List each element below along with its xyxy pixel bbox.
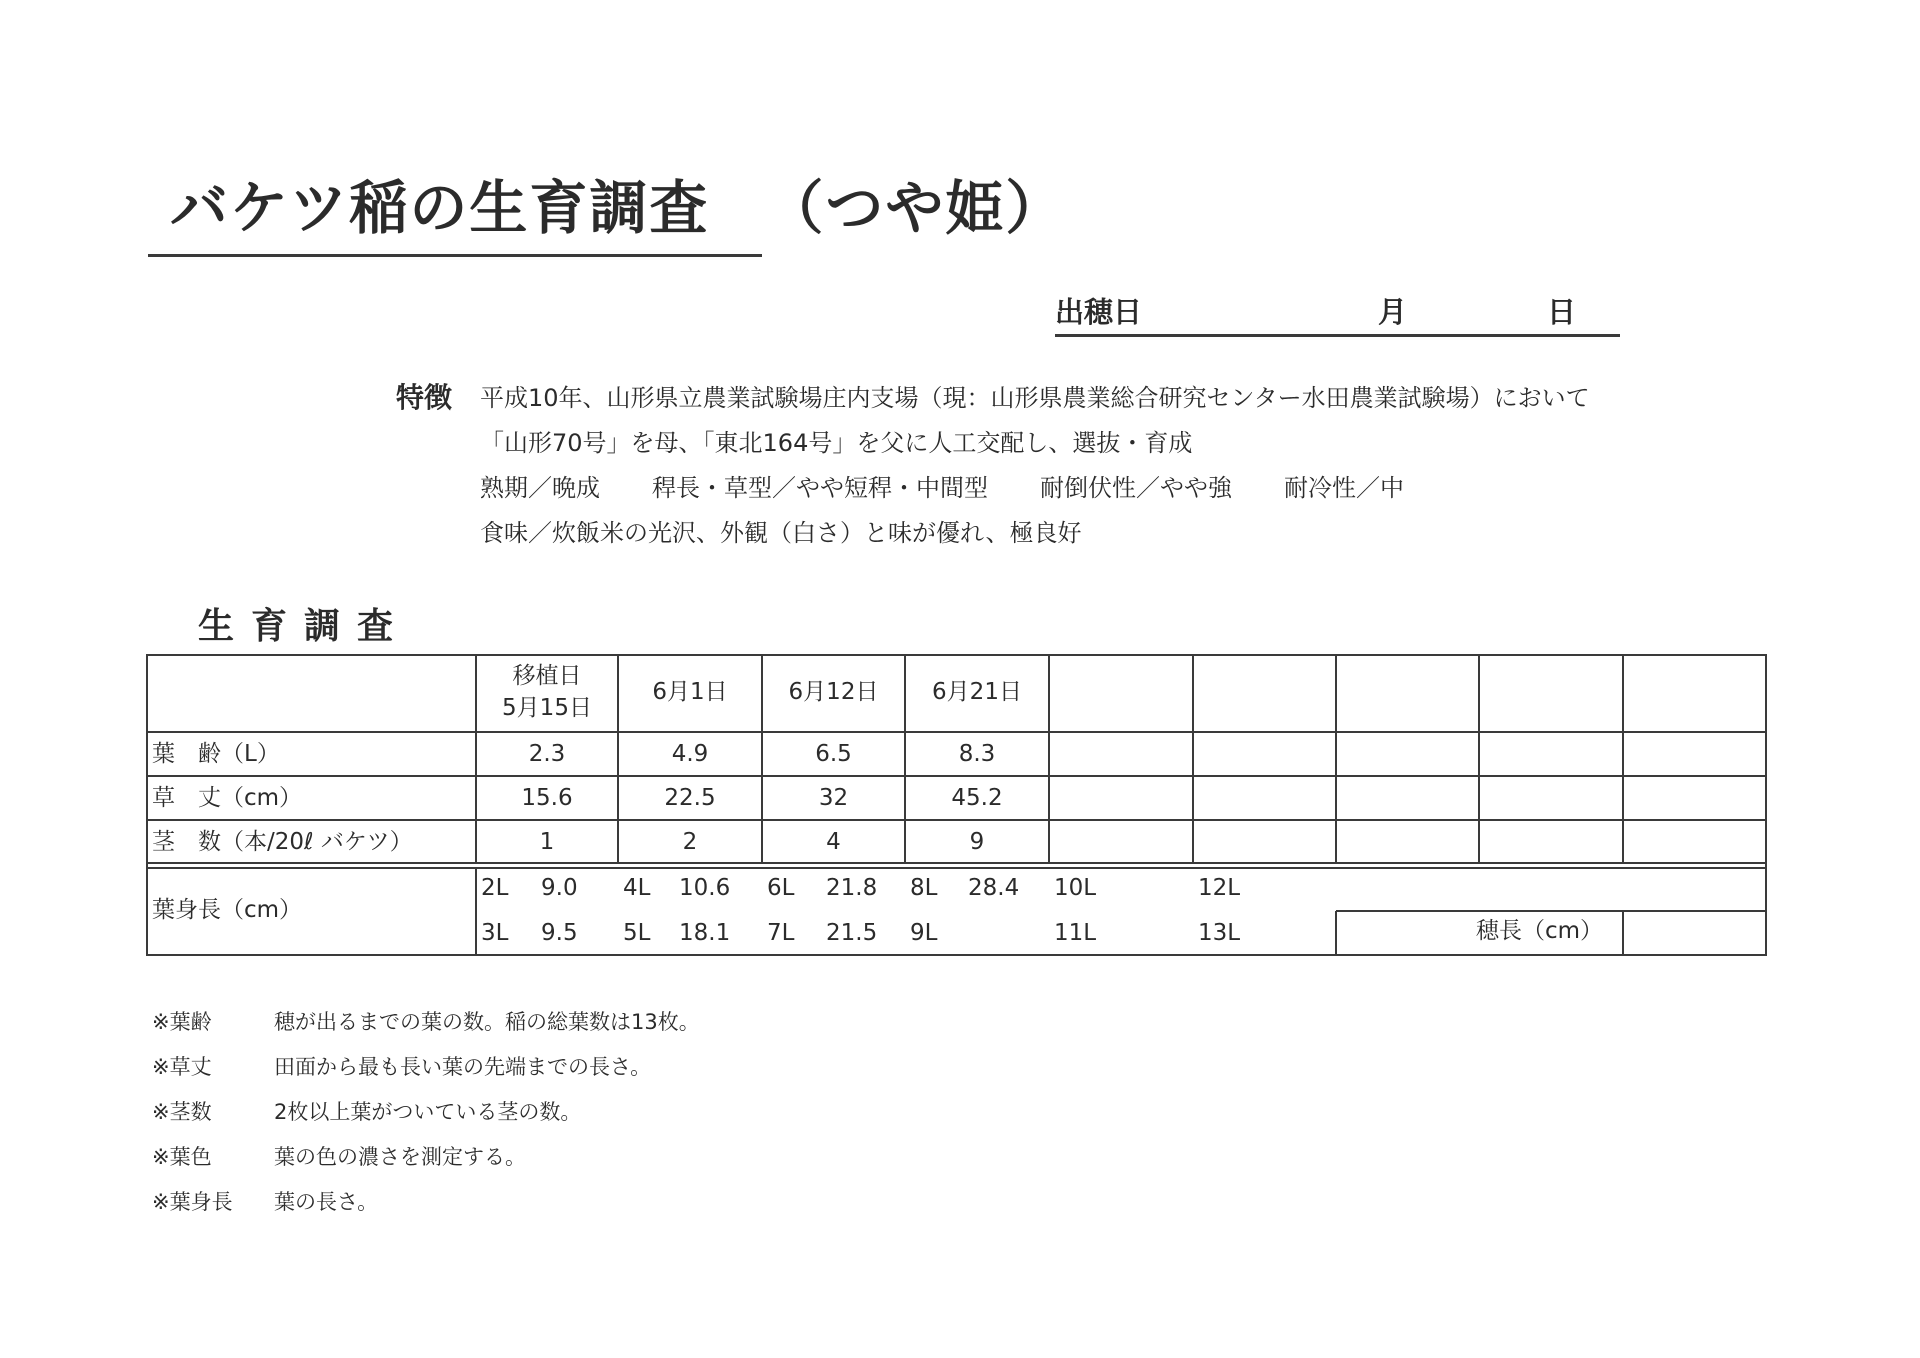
table-cell: 9 — [969, 829, 985, 855]
trait-plant-type: 稈長・草型／やや短稈・中間型 — [652, 474, 988, 502]
table-cell: 4 — [826, 829, 841, 855]
note-term: ※草丈 — [152, 1055, 212, 1079]
features-line: 平成10年、山形県立農業試験場庄内支場（現：山形県農業総合研究センター水田農業試験場）において — [480, 384, 1590, 412]
features-label: 特徴 — [396, 381, 453, 414]
notes-list — [152, 1000, 700, 1225]
features-taste: 食味／炊飯米の光沢、外観（白さ）と味が優れ、極良好 — [480, 519, 1082, 547]
heading-date-day: 日 — [1547, 295, 1577, 329]
table-cell: 32 — [818, 785, 849, 811]
leaf-id: 13L — [1198, 920, 1241, 946]
table-cell: 22.5 — [664, 785, 716, 811]
note-term: ※葉身長 — [152, 1190, 233, 1214]
table-cell: 8.3 — [958, 741, 996, 767]
leaf-length-value: 10.6 — [679, 875, 731, 901]
ear-length-label: 穂長（cm） — [1476, 918, 1604, 944]
trait-maturity: 熟期／晩成 — [480, 474, 600, 502]
table-cell: 15.6 — [521, 785, 573, 811]
title-text: バケツ稲の生育調査 — [170, 174, 710, 242]
leaf-id: 8L — [910, 875, 938, 901]
note-text: 田面から最も長い葉の先端までの長さ。 — [274, 1055, 652, 1079]
heading-date-month: 月 — [1378, 295, 1408, 329]
note-item — [152, 1090, 700, 1135]
date-header: 6月21日 — [932, 679, 1022, 705]
note-item — [152, 1135, 700, 1180]
date-header: 6月12日 — [788, 679, 879, 705]
note-text: 葉の色の濃さを測定する。 — [274, 1145, 526, 1169]
trait-cold: 耐冷性／中 — [1284, 474, 1404, 502]
row-label-leaf-length: 葉身長（cm） — [152, 897, 303, 923]
note-term: ※葉齢 — [152, 1010, 212, 1034]
leaf-length-value: 28.4 — [968, 875, 1020, 901]
date-header-line1: 移植日 — [512, 663, 582, 689]
row-label-leaf-age: 葉 齢（L） — [152, 741, 280, 767]
leaf-length-value: 21.5 — [826, 920, 878, 946]
leaf-id: 6L — [767, 875, 795, 901]
note-text: 葉の長さ。 — [274, 1190, 379, 1214]
leaf-id: 5L — [623, 920, 651, 946]
table-cell: 2.3 — [528, 741, 566, 767]
variety-name: （つや姫） — [765, 174, 1066, 242]
date-header-line2: 5月15日 — [502, 695, 592, 721]
leaf-id: 2L — [481, 875, 509, 901]
table-cell: 6.5 — [815, 741, 852, 767]
leaf-id: 9L — [910, 920, 938, 946]
note-term: ※葉色 — [152, 1145, 212, 1169]
leaf-id: 4L — [623, 875, 651, 901]
note-term: ※茎数 — [152, 1100, 212, 1124]
leaf-id: 3L — [481, 920, 509, 946]
section-title: 生育調査 — [198, 606, 411, 647]
date-header-transplant — [476, 662, 618, 722]
table-cell: 1 — [539, 829, 555, 855]
leaf-length-value: 9.5 — [541, 920, 578, 946]
leaf-id: 7L — [767, 920, 795, 946]
row-label-plant-height: 草 丈（cm） — [152, 785, 303, 811]
note-text: 穂が出るまでの葉の数。稲の総葉数は13枚。 — [274, 1010, 700, 1034]
table-cell: 2 — [682, 829, 698, 855]
leaf-length-value: 18.1 — [679, 920, 731, 946]
features-line: 「山形70号」を母、「東北164号」を父に人工交配し、選抜・育成 — [480, 429, 1193, 457]
heading-date-label: 出穂日 — [1055, 295, 1143, 329]
table-cell: 45.2 — [951, 785, 1003, 811]
note-item — [152, 1000, 700, 1045]
note-text: 2枚以上葉がついている茎の数。 — [274, 1100, 582, 1124]
row-label-stem-count: 茎 数（本/20ℓ バケツ） — [152, 829, 413, 855]
leaf-length-value: 21.8 — [826, 875, 878, 901]
trait-lodging: 耐倒伏性／やや強 — [1040, 474, 1232, 502]
leaf-id: 11L — [1054, 920, 1097, 946]
leaf-id: 10L — [1054, 875, 1097, 901]
leaf-length-value: 9.0 — [541, 875, 578, 901]
table-cell: 4.9 — [671, 741, 709, 767]
note-item — [152, 1180, 700, 1225]
date-header: 6月1日 — [652, 679, 728, 705]
leaf-id: 12L — [1198, 875, 1241, 901]
note-item — [152, 1045, 700, 1090]
